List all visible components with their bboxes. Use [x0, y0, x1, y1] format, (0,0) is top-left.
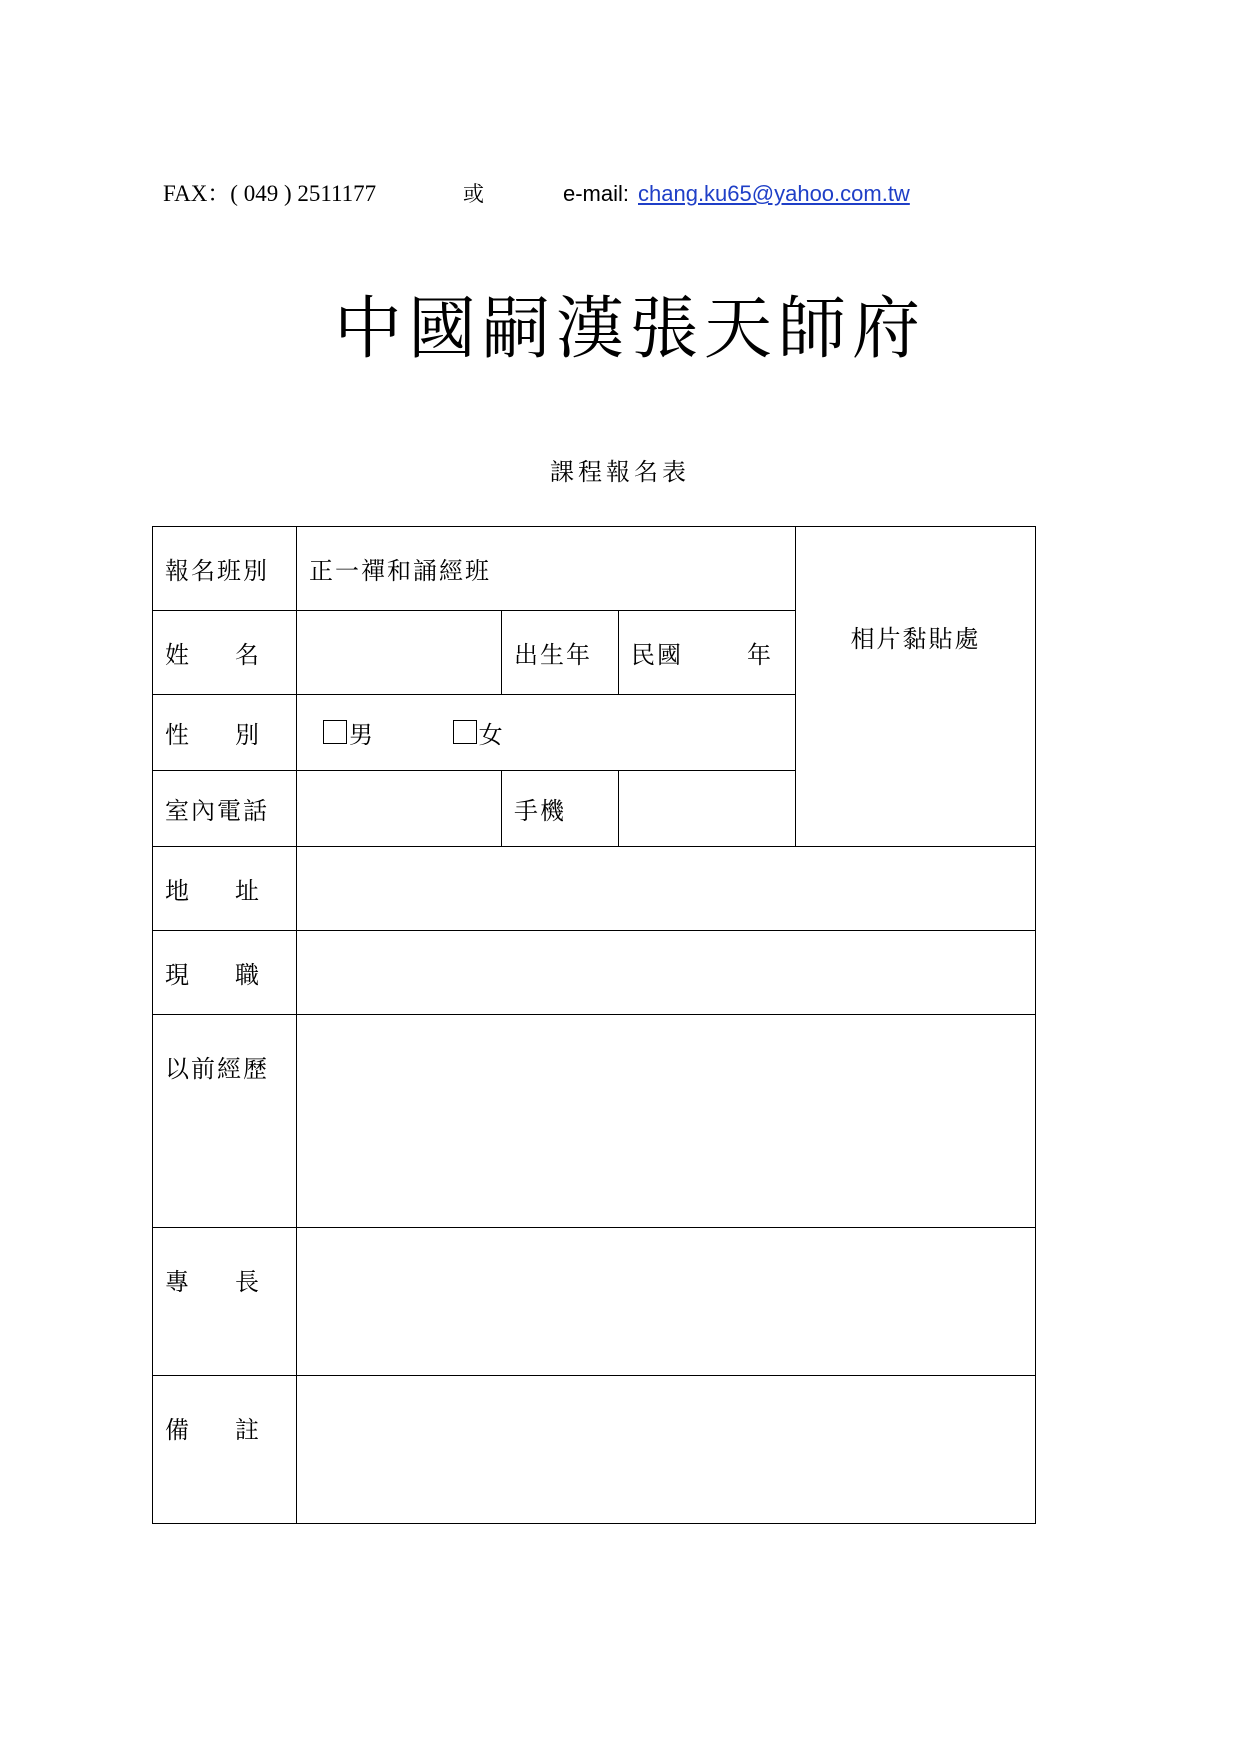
form-row-address: [153, 847, 1036, 931]
remarks-label: [153, 1376, 297, 1524]
registration-form-table: [152, 526, 1036, 1524]
form-row-specialty: [153, 1228, 1036, 1376]
female-checkbox[interactable]: [453, 720, 477, 744]
specialty-field[interactable]: [297, 1228, 1036, 1376]
class-label: 報名班別: [153, 527, 297, 611]
email-label: e-mail:: [563, 181, 630, 206]
specialty-label-char-1: 專: [165, 1268, 191, 1296]
form-title: 課程報名表: [550, 458, 690, 486]
gender-option-male[interactable]: [323, 715, 375, 750]
mobile-field[interactable]: [619, 771, 796, 847]
year-label: 年: [747, 641, 773, 669]
gender-option-female[interactable]: [453, 715, 505, 750]
gender-label: [153, 695, 297, 771]
remarks-label-char-2: 註: [235, 1416, 261, 1444]
roc-label: 民國: [631, 641, 683, 669]
occupation-label: [153, 931, 297, 1015]
photo-label: 相片黏貼處: [850, 625, 981, 653]
form-row-occupation: [153, 931, 1036, 1015]
address-label-char-1: 地: [165, 877, 191, 905]
female-label: 女: [478, 720, 505, 749]
home-phone-label: 室內電話: [153, 771, 297, 847]
mobile-label: 手機: [502, 771, 619, 847]
home-phone-field[interactable]: [297, 771, 502, 847]
occupation-field[interactable]: [297, 931, 1036, 1015]
gender-options: [297, 695, 796, 771]
remarks-field[interactable]: [297, 1376, 1036, 1524]
class-value[interactable]: 正一禪和誦經班: [297, 527, 796, 611]
address-label-char-2: 址: [235, 877, 261, 905]
email-link[interactable]: chang.ku65@yahoo.com.tw: [638, 181, 910, 206]
experience-field[interactable]: [297, 1015, 1036, 1228]
name-label: [153, 611, 297, 695]
male-checkbox[interactable]: [323, 720, 347, 744]
address-label: [153, 847, 297, 931]
occupation-label-char-1: 現: [165, 961, 191, 989]
occupation-label-char-2: 職: [235, 961, 261, 989]
experience-label: 以前經歷: [153, 1015, 297, 1228]
fax-number: FAX：( 049 ) 2511177: [163, 181, 377, 206]
address-field[interactable]: [297, 847, 1036, 931]
or-text: 或: [463, 182, 484, 206]
specialty-label: [153, 1228, 297, 1376]
form-row-experience: [153, 1015, 1036, 1228]
photo-area[interactable]: [796, 527, 1036, 847]
specialty-label-char-2: 長: [235, 1268, 261, 1296]
name-label-char-1: 姓: [165, 641, 191, 669]
name-field[interactable]: [297, 611, 502, 695]
page-title: 中國嗣漢張天師府: [333, 290, 926, 369]
gender-label-char-1: 性: [165, 721, 191, 749]
form-row-class: [153, 527, 1036, 611]
name-label-char-2: 名: [235, 641, 261, 669]
birth-year-label: 出生年: [502, 611, 619, 695]
remarks-label-char-1: 備: [165, 1416, 191, 1444]
gender-label-char-2: 別: [235, 721, 261, 749]
birth-year-field[interactable]: [619, 611, 796, 695]
contact-line: [163, 176, 1063, 212]
male-label: 男: [349, 720, 375, 749]
form-row-remarks: [153, 1376, 1036, 1524]
